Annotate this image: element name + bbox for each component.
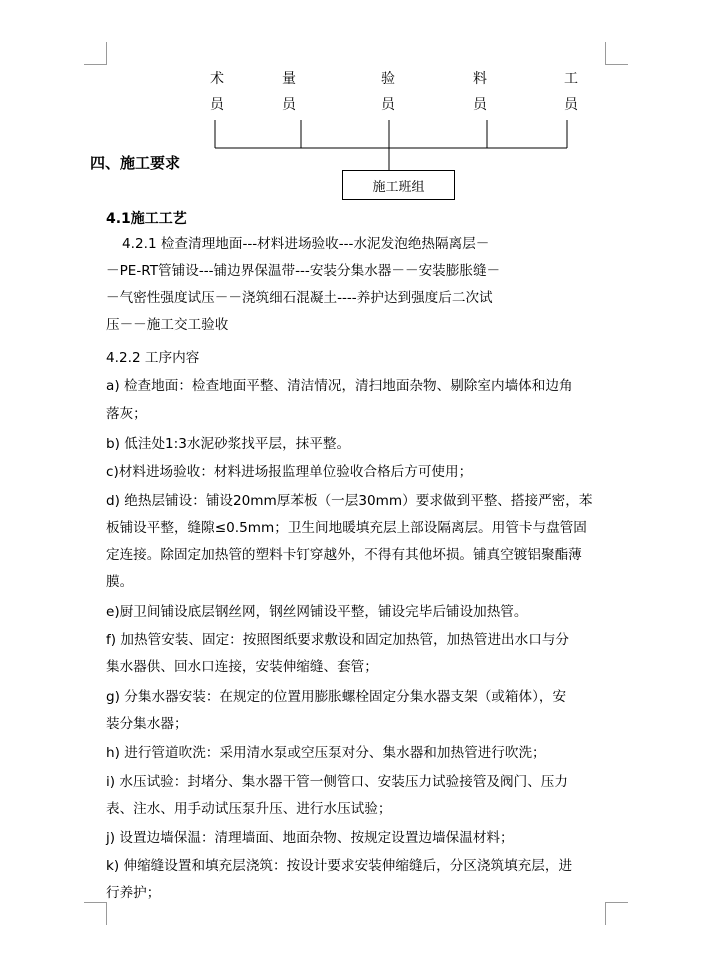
- text-line: －PE-RT管铺设---铺边界保温带---安装分集水器－－安装膨胀缝－: [106, 263, 501, 279]
- org-box-construction-team: 施工班组: [342, 170, 455, 200]
- text-line: h) 进行管道吹洗：采用清水泵或空压泵对分、集水器和加热管进行吹洗；: [106, 745, 546, 761]
- text-line: 板铺设平整，缝隙≤0.5mm；卫生间地暖填充层上部设隔离层。用管卡与盘管固: [106, 520, 587, 536]
- text-line: g) 分集水器安装：在规定的位置用膨胀螺栓固定分集水器支架（或箱体），安: [106, 689, 567, 705]
- text-line: 落灰；: [106, 406, 147, 422]
- section-heading: 四、施工要求: [90, 154, 181, 172]
- text-line: j) 设置边墙保温：清理墙面、地面杂物、按规定设置边墙保温材料；: [106, 830, 514, 846]
- text-line: 集水器供、回水口连接，安装伸缩缝、套管；: [106, 659, 378, 675]
- org-label-char: 料: [473, 71, 487, 87]
- text-line: 定连接。除固定加热管的塑料卡钉穿越外，不得有其他坏损。铺真空镀铝聚酯薄: [106, 547, 582, 563]
- text-line: a) 检查地面：检查地面平整、清洁情况，清扫地面杂物、剔除室内墙体和边角: [106, 378, 573, 394]
- org-label-char: 工: [564, 71, 578, 87]
- text-line: e)厨卫间铺设底层钢丝网，钢丝网铺设平整，铺设完毕后铺设加热管。: [106, 604, 528, 620]
- text-line: －气密性强度试压－－浇筑细石混凝土----养护达到强度后二次试: [106, 290, 493, 306]
- text-line: 表、注水、用手动试压泵升压、进行水压试验；: [106, 801, 392, 817]
- text-line: 4.2.1 检查清理地面---材料进场验收---水泥发泡绝热隔离层－: [122, 236, 490, 252]
- org-label-char: 员: [210, 97, 224, 113]
- text-line: b) 低洼处1:3水泥砂浆找平层，抹平整。: [106, 436, 351, 452]
- org-label-char: 员: [564, 97, 578, 113]
- org-label-char: 员: [473, 97, 487, 113]
- org-label-char: 验: [381, 71, 395, 87]
- text-line: f) 加热管安装、固定：按照图纸要求敷设和固定加热管，加热管进出水口与分: [106, 632, 570, 648]
- crop-mark-bottom-right: [605, 902, 628, 925]
- text-line: 4.2.2 工序内容: [106, 350, 200, 366]
- text-line: k) 伸缩缝设置和填充层浇筑：按设计要求安装伸缩缝后，分区浇筑填充层，进: [106, 858, 573, 874]
- text-line: c)材料进场验收：材料进场报监理单位验收合格后方可使用；: [106, 464, 473, 480]
- text-line: 装分集水器；: [106, 716, 188, 732]
- text-line: i) 水压试验：封堵分、集水器干管一侧管口、安装压力试验接管及阀门、压力: [106, 774, 568, 790]
- text-line: 压－－施工交工验收: [106, 317, 229, 333]
- text-line: d) 绝热层铺设：铺设20mm厚苯板（一层30mm）要求做到平整、搭接严密，苯: [106, 493, 593, 509]
- org-label-char: 员: [381, 97, 395, 113]
- org-label-char: 员: [282, 97, 296, 113]
- text-line: 行养护；: [106, 885, 161, 901]
- org-label-char: 术: [210, 71, 224, 87]
- subsection-heading: 4.1施工工艺: [106, 211, 187, 227]
- crop-mark-bottom-left: [84, 902, 107, 925]
- org-label-char: 量: [282, 71, 296, 87]
- text-line: 膜。: [106, 574, 134, 590]
